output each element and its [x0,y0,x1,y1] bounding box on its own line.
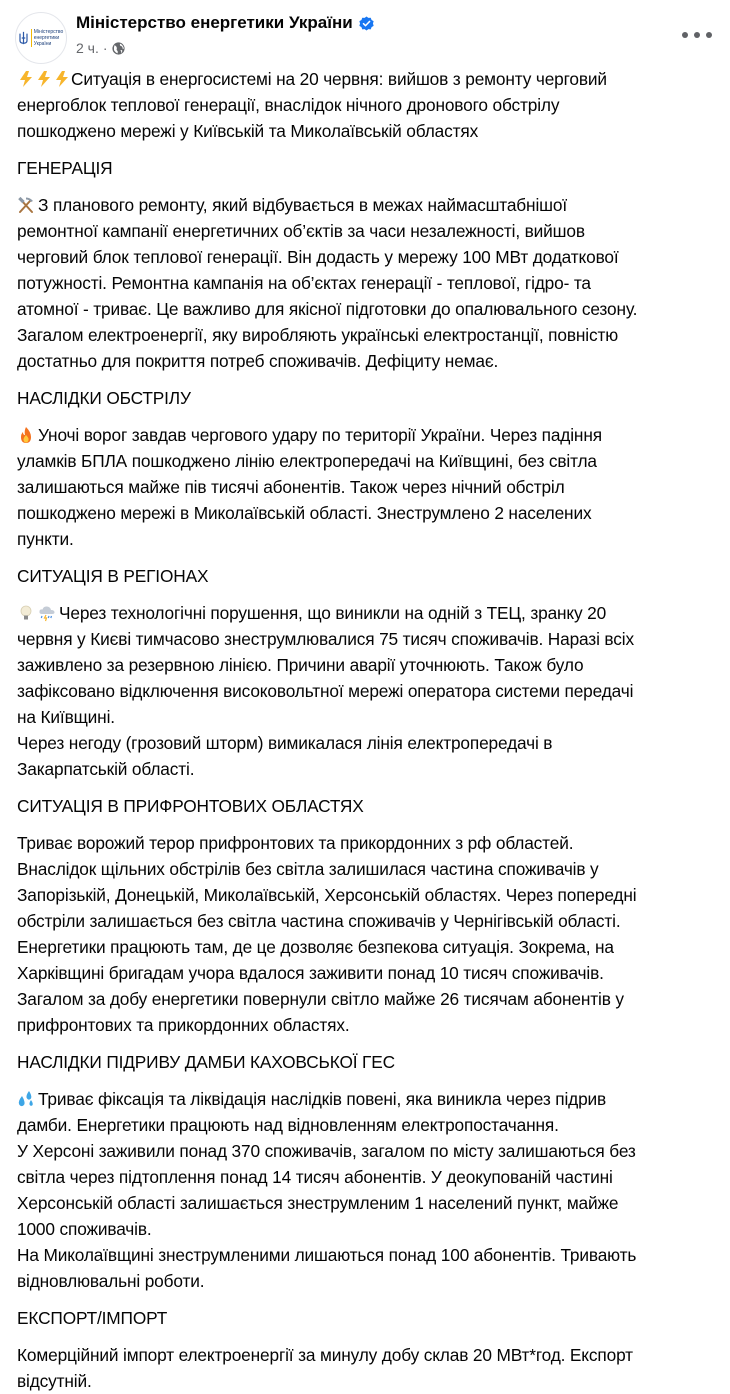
more-dot-icon [694,32,700,38]
meta-separator: · [102,40,108,56]
section-heading-generation: ГЕНЕРАЦІЯ [17,158,113,178]
more-dot-icon [706,32,712,38]
timestamp[interactable]: 2 ч. [76,40,99,56]
section-shelling: Уночі ворог завдав чергового удару по території України. Через падіння уламків БПЛА пошкоджено лінію електропередачі на Київщині, без світла залишаються майже пів тисячі абонентів. Також через нічний обстріл пошкоджено мережі в Миколаївській області. Знеструмлено 2 населених пункти. [17,425,602,549]
high-voltage-icon [35,70,53,88]
section-regions: Через технологічні порушення, що виникли на одній з ТЕЦ, зранку 20 червня у Києві тимчасово знеструмлювалися 75 тисяч споживачів. Наразі всіх заживлено за резервною лінією. Причини аварії уточнюють. Також було зафіксовано відключення високовольтної мережі оператора системи передачі на Київщині. Через негоду (грозовий шторм) вимикалася лінія електропередачі в Закарпатській області. [17,603,634,779]
author-row [76,13,374,33]
sweat-droplets-icon [17,1090,35,1108]
post-body [0,66,730,1394]
thunder-cloud-rain-icon [38,604,56,622]
intro-paragraph: Ситуація в енергосистемі на 20 червня: вийшов з ремонту черговий енергоблок теплової генерації, внаслідок нічного дронового обстрілу пошкоджено мережі у Київській та Миколаївській областях [17,69,607,141]
section-heading-kakhovka: НАСЛІДКИ ПІДРИВУ ДАМБИ КАХОВСЬКОЇ ГЕС [17,1052,395,1072]
light-bulb-icon [17,604,35,622]
post-header [0,0,730,66]
author-name[interactable]: Міністерство енергетики України [76,13,353,32]
avatar-logo-text: Міністерство енергетики України [31,29,64,47]
hammer-and-pick-icon [17,196,35,214]
fire-icon [17,426,35,444]
section-export-import: Комерційний імпорт електроенергії за минулу добу склав 20 МВт*год. Експорт відсутній. [17,1345,633,1391]
verified-badge-icon [359,16,374,31]
avatar[interactable] [15,12,67,64]
globe-icon[interactable] [112,42,125,55]
section-heading-export-import: ЕКСПОРТ/ІМПОРТ [17,1308,168,1328]
section-kakhovka: Триває фіксація та ліквідація наслідків повені, яка виникла через підрив дамби. Енергетики працюють над відновленням електропостачання. У Херсоні заживили понад 370 споживачів, загалом по місту залишаються без світла через підтоплення понад 14 тисяч абонентів. У деокупованій частині Херсонській області залишається знеструмленим 1 населений пункт, майже 1000 споживачів. На Миколаївщині знеструмленими лишаються понад 100 абонентів. Тривають відновлювальні роботи. [17,1089,637,1291]
high-voltage-icon [53,70,71,88]
section-heading-frontline: СИТУАЦІЯ В ПРИФРОНТОВИХ ОБЛАСТЯХ [17,796,364,816]
section-generation: З планового ремонту, який відбувається в межах наймасштабнішої ремонтної кампанії енергетичних об’єктів за часи незалежності, вийшов черговий блок теплової генерації. Він додасть у мережу 100 МВт додаткової потужності. Ремонтна кампанія на об’єктах генерації - теплової, гідро- та атомної - триває. Це важливо для якісної підготовки до опалювального сезону. Загалом електроенергії, яку виробляють українські електростанції, повністю достатньо для покриття потреб споживачів. Дефіциту немає. [17,195,638,371]
high-voltage-icon [17,70,35,88]
more-dot-icon [682,32,688,38]
trident-icon [19,31,28,45]
section-heading-regions: СИТУАЦІЯ В РЕГІОНАХ [17,566,209,586]
section-frontline: Триває ворожий терор прифронтових та прикордонних з рф областей. Внаслідок щільних обстрілів без світла залишилася частина споживачів у Запорізькій, Донецькій, Миколаївській, Херсонській областях. Через попередні обстріли залишається без світла частина споживачів у Чернігівській області. Енергетики працюють там, де це дозволяє безпекова ситуація. Зокрема, на Харківщині бригадам учора вдалося заживити понад 10 тисяч споживачів. Загалом за добу енергетики повернули світло майже 26 тисячам абонентів у прифронтових та прикордонних областях. [17,833,637,1035]
more-options-button[interactable] [682,24,712,46]
section-heading-shelling: НАСЛІДКИ ОБСТРІЛУ [17,388,191,408]
post-meta [76,40,125,56]
